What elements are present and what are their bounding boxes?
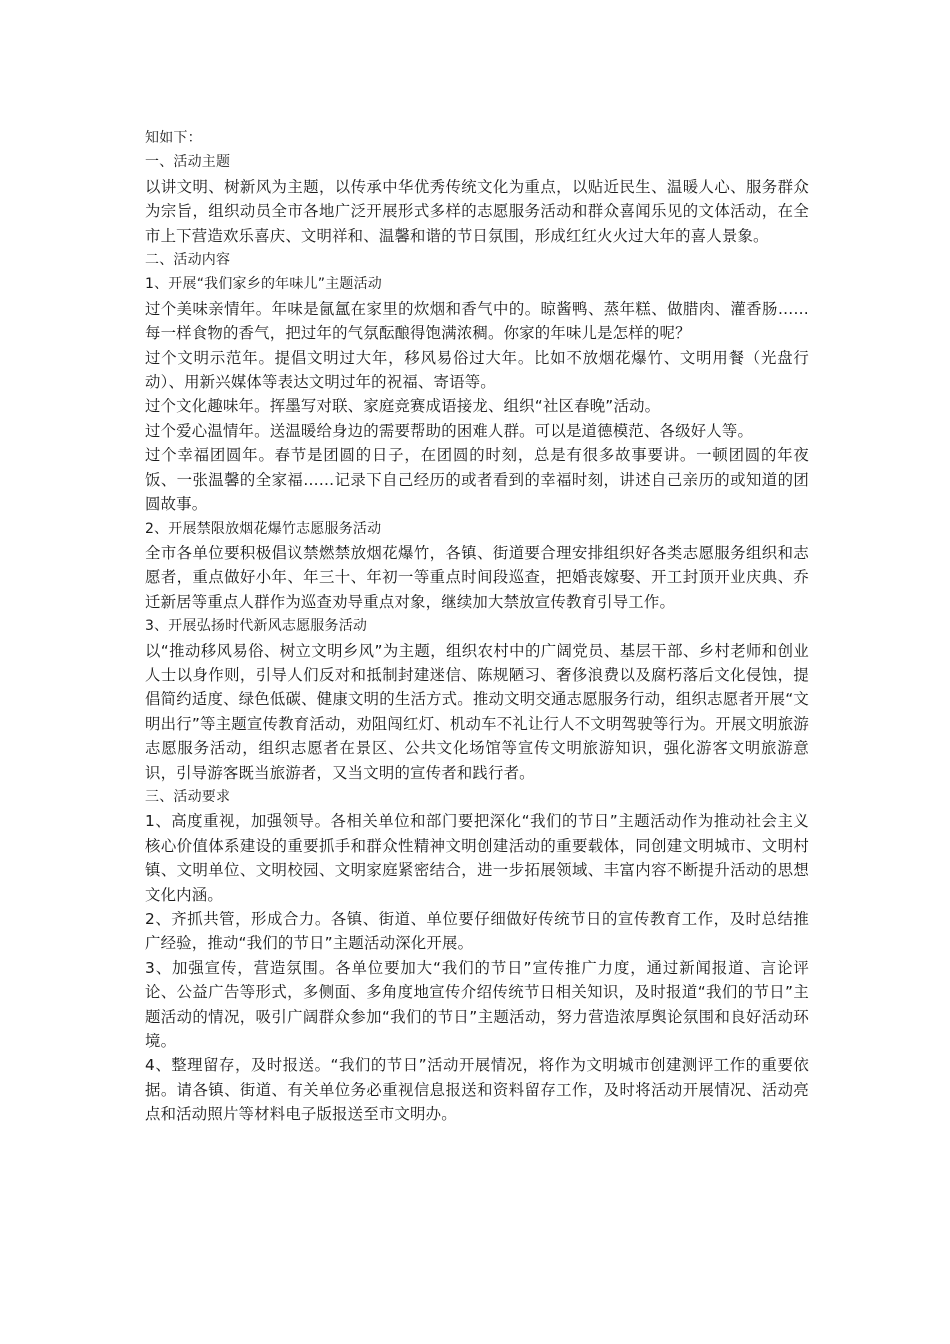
section-1-title: 一、活动主题 bbox=[145, 154, 231, 171]
item-1-para-1: 过个美味亲情年。年味是氤氲在家里的炊烟和香气中的。晾酱鸭、蒸年糕、做腊肉、灌香肠……每一样食物的香气，把过年的气氛酝酿得饱满浓稠。你家的年味儿是怎样的呢？ bbox=[145, 299, 809, 343]
item-3-body: 以“推动移风易俗、树立文明乡风”为主题，组织农村中的广阔党员、基层干部、乡村老师和创业人士以身作则，引导人们反对和抵制封建迷信、陈规陋习、奢侈浪费以及腐朽落后文化侵蚀，提倡简约适度、绿色低碳、健康文明的生活方式。推动文明交通志愿服务行动，组织志愿者开展“文明出行”等主题宣传教育活动，劝阻闯红灯、机动车不礼让行人不文明驾驶等行为。开展文明旅游志愿服务活动，组织志愿者在景区、公共文化场馆等宣传文明旅游知识，强化游客文明旅游意识，引导游客既当旅游者，又当文明的宣传者和践行者。 bbox=[145, 641, 809, 782]
item-1-para-4: 过个爱心温情年。送温暖给身边的需要帮助的困难人群。可以是道德模范、各级好人等。 bbox=[145, 421, 754, 440]
item-2-body: 全市各单位要积极倡议禁燃禁放烟花爆竹，各镇、街道要合理安排组织好各类志愿服务组织和志愿者，重点做好小年、年三十、年初一等重点时间段巡查，把婚丧嫁娶、开工封顶开业庆典、乔迁新居等重点人群作为巡查劝导重点对象，继续加大禁放宣传教育引导工作。 bbox=[145, 543, 809, 611]
requirement-2: 2、齐抓共管，形成合力。各镇、街道、单位要仔细做好传统节日的宣传教育工作，及时总结推广经验，推动“我们的节日”主题活动深化开展。 bbox=[145, 910, 809, 953]
requirement-3: 3、加强宣传，营造氛围。各单位要加大“我们的节日”宣传推广力度，通过新闻报道、言论评论、公益广告等形式，多侧面、多角度地宣传介绍传统节日相关知识，及时报道“我们的节日”主题活动的情况，吸引广阔群众参加“我们的节日”主题活动，努力营造浓厚舆论氛围和良好活动环境。 bbox=[145, 958, 809, 1051]
section-3-title: 三、活动要求 bbox=[145, 788, 231, 805]
item-1-para-3: 过个文化趣味年。挥墨写对联、家庭竞赛成语接龙、组织“社区春晚”活动。 bbox=[145, 397, 661, 416]
document-body bbox=[145, 126, 809, 1127]
section-1-body: 以讲文明、树新风为主题，以传承中华优秀传统文化为重点，以贴近民生、温暖人心、服务群众为宗旨，组织动员全市各地广泛开展形式多样的志愿服务活动和群众喜闻乐见的文体活动，在全市上下营造欢乐喜庆、文明祥和、温馨和谐的节日氛围，形成红红火火过大年的喜人景象。 bbox=[145, 177, 809, 245]
intro-text: 知如下： bbox=[145, 130, 202, 146]
item-1-title: 1、开展“我们家乡的年味儿”主题活动 bbox=[145, 276, 383, 293]
item-1-para-5: 过个幸福团圆年。春节是团圆的日子，在团圆的时刻，总是有很多故事要讲。一顿团圆的年夜饭、一张温馨的全家福……记录下自己经历的或者看到的幸福时刻，讲述自己亲历的或知道的团圆故事。 bbox=[145, 446, 809, 514]
requirement-4: 4、整理留存，及时报送。“我们的节日”活动开展情况，将作为文明城市创建测评工作的重要依据。请各镇、街道、有关单位务必重视信息报送和资料留存工作，及时将活动开展情况、活动亮点和活动照片等材料电子版报送至市文明办。 bbox=[145, 1056, 809, 1124]
section-2-title: 二、活动内容 bbox=[145, 252, 231, 269]
item-3-title: 3、开展弘扬时代新风志愿服务活动 bbox=[145, 618, 368, 635]
item-2-title: 2、开展禁限放烟花爆竹志愿服务活动 bbox=[145, 520, 382, 537]
requirement-1: 1、高度重视，加强领导。各相关单位和部门要把深化“我们的节日”主题活动作为推动社会主义核心价值体系建设的重要抓手和群众性精神文明创建活动的重要载体，同创建文明城市、文明村镇、文明单位、文明校园、文明家庭紧密结合，进一步拓展领域、丰富内容不断提升活动的思想文化内涵。 bbox=[145, 812, 809, 904]
item-1-para-2: 过个文明示范年。提倡文明过大年，移风易俗过大年。比如不放烟花爆竹、文明用餐（光盘行动）、用新兴媒体等表达文明过年的祝福、寄语等。 bbox=[145, 348, 809, 392]
